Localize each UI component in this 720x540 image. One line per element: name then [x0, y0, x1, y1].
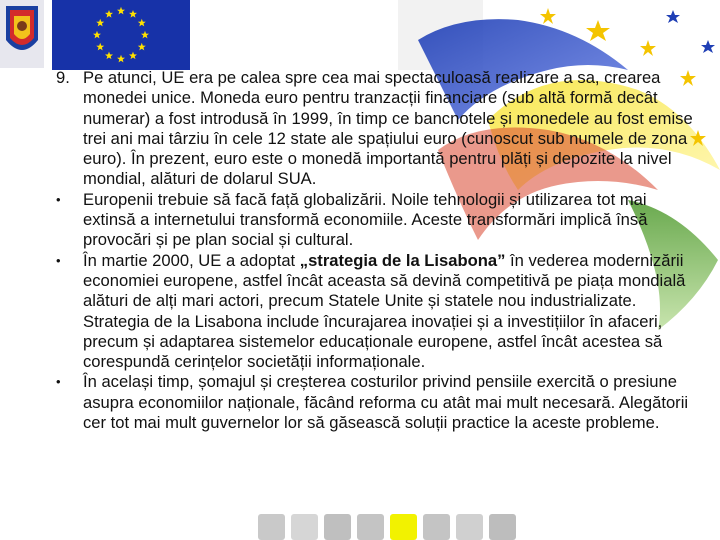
bullet-marker: • — [56, 252, 61, 268]
paragraph-text: Europenii trebuie să facă față globalizării. Noile tehnologii și utilizarea tot mai extinsă a internetului transformă economiile. Aceste transformări implică însă provocări și pe plan social și cultural. — [83, 189, 648, 250]
romania-coat-of-arms-icon — [0, 0, 44, 68]
footer-square — [423, 514, 450, 540]
footer-square — [390, 514, 417, 540]
list-number: 9. — [56, 68, 70, 87]
text-run: în vederea modernizării economiei europene, astfel încât aceasta să devină competitivă pe piața mondială alături de alți mari actori, precum Statele Unite și statele nou industrializate. Strategia de la Lisabona include încurajarea inovației și a investițiilor în afaceri, precum și adaptarea sistemelor educaționale europene, astfel încât acestea să corespundă cerințelor societății informaționale. — [83, 250, 686, 372]
footer-color-squares — [258, 514, 516, 540]
slide-body — [56, 68, 696, 433]
eu-flag-icon — [52, 0, 190, 70]
footer-square — [489, 514, 516, 540]
bullet-marker: • — [56, 191, 61, 207]
footer-square — [258, 514, 285, 540]
paragraph-text — [83, 251, 696, 373]
bullet-marker: • — [56, 374, 61, 390]
footer-square — [324, 514, 351, 540]
bullet-lisbon-strategy — [56, 251, 696, 373]
bullet-globalization — [56, 190, 696, 251]
footer-square — [357, 514, 384, 540]
bullet-unemployment-pensions — [56, 372, 696, 433]
paragraph-9 — [56, 68, 696, 190]
paragraph-text: Pe atunci, UE era pe calea spre cea mai spectaculoasă realizare a sa, crearea monedei unice. Moneda euro pentru tranzacții financiare (sub altă formă decât numerar) a fost introdusă în 1999, în timp ce bancnotele și monedele au fost emise trei ani mai târziu în cele 12 state ale spațiului euro (cunoscut sub numele de zona euro). În prezent, euro este o monedă importantă pentru plăți și depozite la nivel mondial, alături de dolarul SUA. — [83, 68, 693, 189]
footer-square — [291, 514, 318, 540]
header-decorations — [0, 0, 720, 70]
paragraph-text: În același timp, șomajul și creșterea costurilor privind pensiile exercită o presiune asupra economiilor naționale, făcând reforma cu atât mai mult necesară. Alegătorii cer tot mai mult guvernelor lor să găsească soluții practice la aceste probleme. — [83, 372, 689, 433]
text-run: În martie 2000, UE a adoptat — [83, 250, 300, 270]
footer-square — [456, 514, 483, 540]
lisbon-strategy-term: „strategia de la Lisabona” — [299, 250, 506, 270]
